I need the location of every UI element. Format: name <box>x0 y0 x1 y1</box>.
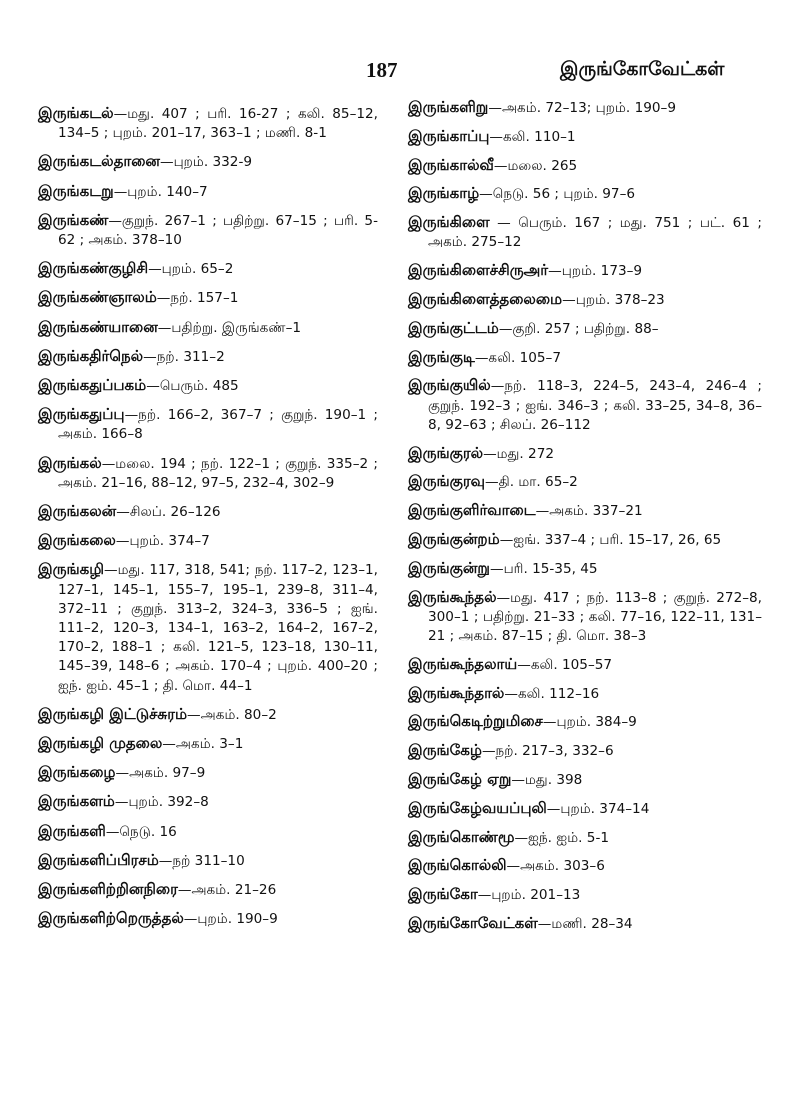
index-entry <box>408 914 762 934</box>
entry-references: —சிலப். 26–126 <box>116 504 221 521</box>
index-entry <box>38 288 378 308</box>
entry-headword: இருங்கடல் <box>38 104 114 122</box>
index-entry <box>38 347 378 367</box>
index-entry <box>408 770 762 790</box>
entry-headword: இருங்கடறு <box>38 181 114 200</box>
index-entry <box>408 712 762 732</box>
entry-references: —நற். 217–3, 332–6 <box>481 743 614 760</box>
index-entry <box>38 259 378 279</box>
entry-headword: இருங்கோவேட்கள் <box>408 913 538 932</box>
entry-headword: இருங்கண் <box>38 210 109 229</box>
entry-references: —புறம். 378–23 <box>562 291 665 308</box>
entry-headword: இருங்களி <box>38 821 106 840</box>
entry-references: —நற். 118–3, 224–5, 243–4, 246–4 ; குறுந். 192–3 ; ஐங். 346–3 ; கலி. 33–25, 34–8, 36–8, 92–63 ; சிலப். 26–112 <box>428 378 762 433</box>
entry-references: —அகம். 97–9 <box>115 765 206 782</box>
entry-headword: இருங்கதிர்நெல் <box>38 346 144 365</box>
entry-references: —புறம். 140–7 <box>113 183 208 200</box>
index-entry <box>408 559 762 579</box>
entry-references: —மது. 417 ; நற். 113–8 ; குறுந். 272–8, 300–1 ; பதிற்று. 21–33 ; கலி. 77–16, 122–11, 131–21 ; அகம். 87–15 ; தி. மொ. 38–3 <box>428 589 762 644</box>
entry-headword: இருங்கழி <box>38 560 104 579</box>
entry-headword: இருங்குன்று <box>408 558 490 577</box>
entry-references: —புறம். 65–2 <box>148 261 234 278</box>
entry-headword: இருங்கண்ஞாலம் <box>38 288 157 307</box>
entry-headword: இருங்கோ <box>408 885 478 904</box>
entry-references: —நற் 311–10 <box>158 852 245 869</box>
entry-headword: இருங்கெடிற்றுமிசை <box>408 712 543 731</box>
index-entry <box>408 184 762 204</box>
index-entry <box>38 763 378 783</box>
entry-headword: இருங்கால்வீ <box>408 155 494 174</box>
entry-references: —தி. மா. 65–2 <box>484 474 578 491</box>
index-entry <box>408 828 762 848</box>
entry-headword: இருங்காப்பு <box>408 126 490 145</box>
index-entry <box>408 319 762 339</box>
entry-headword: இருங்குளிர்வாடை <box>408 501 536 520</box>
entry-headword: இருங்கேழ் ஏறு <box>408 769 512 788</box>
entry-headword: இருங்கிளை <box>408 213 490 232</box>
entry-headword: இருங்குடி <box>408 347 475 366</box>
index-entry <box>408 444 762 464</box>
index-entry <box>408 588 762 647</box>
entry-references: —புறம். 332-9 <box>159 154 253 171</box>
entry-references: —மது. 398 <box>511 771 583 788</box>
entry-headword: இருங்களம் <box>38 792 115 811</box>
entry-references: —கலி. 105–7 <box>474 349 561 366</box>
index-entry <box>38 318 378 338</box>
index-entry <box>408 98 762 118</box>
entry-headword: இருங்கூந்தலாய் <box>408 654 518 673</box>
index-entry <box>38 502 378 522</box>
entry-references: —புறம். 190–9 <box>183 911 278 928</box>
index-entry <box>408 348 762 368</box>
entry-references: — பெரும். 167 ; மது. 751 ; பட். 61 ; அகம். 275–12 <box>428 215 762 251</box>
entry-references: —புறம். 374–14 <box>546 800 650 817</box>
entry-headword: இருங்கதுப்பகம் <box>38 376 147 395</box>
entry-headword: இருங்கிளைத்தலைமை <box>408 289 563 308</box>
index-entry <box>408 799 762 819</box>
index-entry <box>408 684 762 704</box>
index-entry <box>408 472 762 492</box>
index-entry <box>38 104 378 143</box>
entry-references: —மணி. 28–34 <box>537 915 633 932</box>
entry-headword: இருங்கல் <box>38 453 102 472</box>
index-entry <box>38 454 378 493</box>
running-head: இருங்கோவேட்கள் <box>560 58 725 80</box>
index-entry <box>38 405 378 444</box>
entry-references: —கலி. 112–16 <box>504 685 600 702</box>
index-entry <box>408 741 762 761</box>
entry-references: —அகம். 21–26 <box>177 882 277 899</box>
entry-references: —நற். 166–2, 367–7 ; குறுந். 190–1 ; அகம். 166–8 <box>58 407 378 443</box>
entry-references: —பதிற்று. இருங்கண்–1 <box>157 319 302 336</box>
index-entry <box>38 909 378 929</box>
index-entry <box>408 213 762 252</box>
entry-references: —நெடு. 56 ; புறம். 97–6 <box>479 186 636 203</box>
index-entry <box>38 152 378 172</box>
entry-headword: இருங்கேழ் <box>408 741 482 760</box>
entry-headword: இருங்கேழ்வயப்புலி <box>408 798 547 817</box>
index-entry <box>38 792 378 812</box>
index-entry <box>408 156 762 176</box>
entry-references: —குறி. 257 ; பதிற்று. 88– <box>498 320 659 337</box>
entry-references: —புறம். 384–9 <box>542 714 637 731</box>
index-entry <box>38 211 378 250</box>
entry-references: —அகம். 72–13; புறம். 190–9 <box>488 100 676 116</box>
index-entry <box>408 376 762 435</box>
right-column <box>408 98 762 943</box>
entry-headword: இருங்கண்யானை <box>38 317 158 336</box>
entry-headword: இருங்கூந்தல் <box>408 587 497 606</box>
entry-references: —கலி. 105–57 <box>517 656 613 673</box>
entry-headword: இருங்களிப்பிரசம் <box>38 850 159 869</box>
entry-references: —மது. 272 <box>483 445 554 462</box>
entry-references: —நெடு. 16 <box>105 823 177 840</box>
index-entry <box>38 851 378 871</box>
entry-references: —பரி. 15-35, 45 <box>489 560 598 577</box>
entry-headword: இருங்கூந்தால் <box>408 683 505 702</box>
entry-references: —புறம். 201–13 <box>477 887 581 904</box>
index-entry <box>38 531 378 551</box>
index-entry <box>38 182 378 202</box>
entry-headword: இருங்கலன் <box>38 502 117 521</box>
left-column <box>38 104 378 939</box>
entry-headword: இருங்கலை <box>38 531 116 550</box>
entry-headword: இருங்களிற்றினநிரை <box>38 880 178 899</box>
entry-references: —அகம். 80–2 <box>187 706 277 723</box>
entry-headword: இருங்குரல் <box>408 443 484 462</box>
entry-headword: இருங்களிற்றெருத்தல் <box>38 909 184 928</box>
entry-references: —ஐங். 337–4 ; பரி. 15–17, 26, 65 <box>499 531 722 548</box>
index-entry <box>38 734 378 754</box>
page-number: 187 <box>366 58 398 82</box>
entry-references: —புறம். 374–7 <box>115 533 210 550</box>
entry-headword: இருங்குயில் <box>408 376 491 395</box>
entry-references: —புறம். 173–9 <box>548 263 643 280</box>
index-entry <box>408 127 762 147</box>
entry-references: —மலை. 265 <box>493 157 578 174</box>
entry-headword: இருங்குன்றம் <box>408 529 500 548</box>
index-entry <box>408 655 762 675</box>
entry-headword: இருங்கடல்தானை <box>38 152 160 171</box>
entry-references: —அகம். 337–21 <box>535 503 643 520</box>
index-entry <box>408 290 762 310</box>
index-entry <box>408 501 762 521</box>
entry-headword: இருங்கண்குழிசி <box>38 259 149 278</box>
index-entry <box>38 376 378 396</box>
entry-headword: இருங்கழி இட்டுச்சுரம் <box>38 704 188 723</box>
index-entry <box>408 856 762 876</box>
index-entry <box>408 885 762 905</box>
index-entry <box>38 822 378 842</box>
entry-headword: இருங்காழ் <box>408 184 480 203</box>
index-entry <box>38 705 378 725</box>
entry-references: —அகம். 303–6 <box>506 858 605 875</box>
entry-headword: இருங்கதுப்பு <box>38 405 125 424</box>
index-entry <box>408 261 762 281</box>
entry-references: —கலி. 110–1 <box>489 128 576 145</box>
entry-references: —குறுந். 267–1 ; பதிற்று. 67–15 ; பரி. 5-62 ; அகம். 378–10 <box>58 212 378 249</box>
entry-headword: இருங்குரவு <box>408 472 485 491</box>
entry-headword: இருங்களிறு <box>408 98 489 116</box>
entry-headword: இருங்கழி முதலை <box>38 734 163 753</box>
entry-references: —பெரும். 485 <box>146 378 239 395</box>
entry-references: —மது. 407 ; பரி. 16-27 ; கலி. 85–12, 134–5 ; புறம். 201–17, 363–1 ; மணி. 8-1 <box>58 106 378 142</box>
entry-references: —புறம். 392–8 <box>114 794 209 811</box>
entry-references: —நற். 157–1 <box>156 290 239 307</box>
entry-headword: இருங்கழை <box>38 763 116 782</box>
index-entry <box>38 560 378 695</box>
index-entry <box>408 530 762 550</box>
entry-references: —நற். 311–2 <box>143 348 225 365</box>
entry-references: —மலை. 194 ; நற். 122–1 ; குறுந். 335–2 ; அகம். 21–16, 88–12, 97–5, 232–4, 302–9 <box>58 455 378 491</box>
entry-headword: இருங்குட்டம் <box>408 318 499 337</box>
entry-headword: இருங்கொல்லி <box>408 856 507 875</box>
entry-headword: இருங்கொண்மூ <box>408 827 515 846</box>
entry-headword: இருங்கிளைச்சிருஅர் <box>408 261 549 280</box>
entry-references: —அகம். 3–1 <box>162 736 244 753</box>
entry-references: —ஐந். ஐம். 5-1 <box>514 829 610 846</box>
entry-references: —மது. 117, 318, 541; நற். 117–2, 123–1, 127–1, 145–1, 155–7, 195–1, 239–8, 311–4, 372–11 ; குறுந். 313–2, 324–3, 336–5 ; ஐங். 111–2, 120–3, 134–1, 163–2, 164–2, 167–2, 170–2, 188–1 ; கலி. 121–5, 123–18, 130–11, 145–39, 148–6 ; அகம். 170–4 ; புறம். 400–20 ; ஐந். ஐம். 45–1 ; தி. மொ. 44–1 <box>58 562 378 694</box>
index-entry <box>38 880 378 900</box>
